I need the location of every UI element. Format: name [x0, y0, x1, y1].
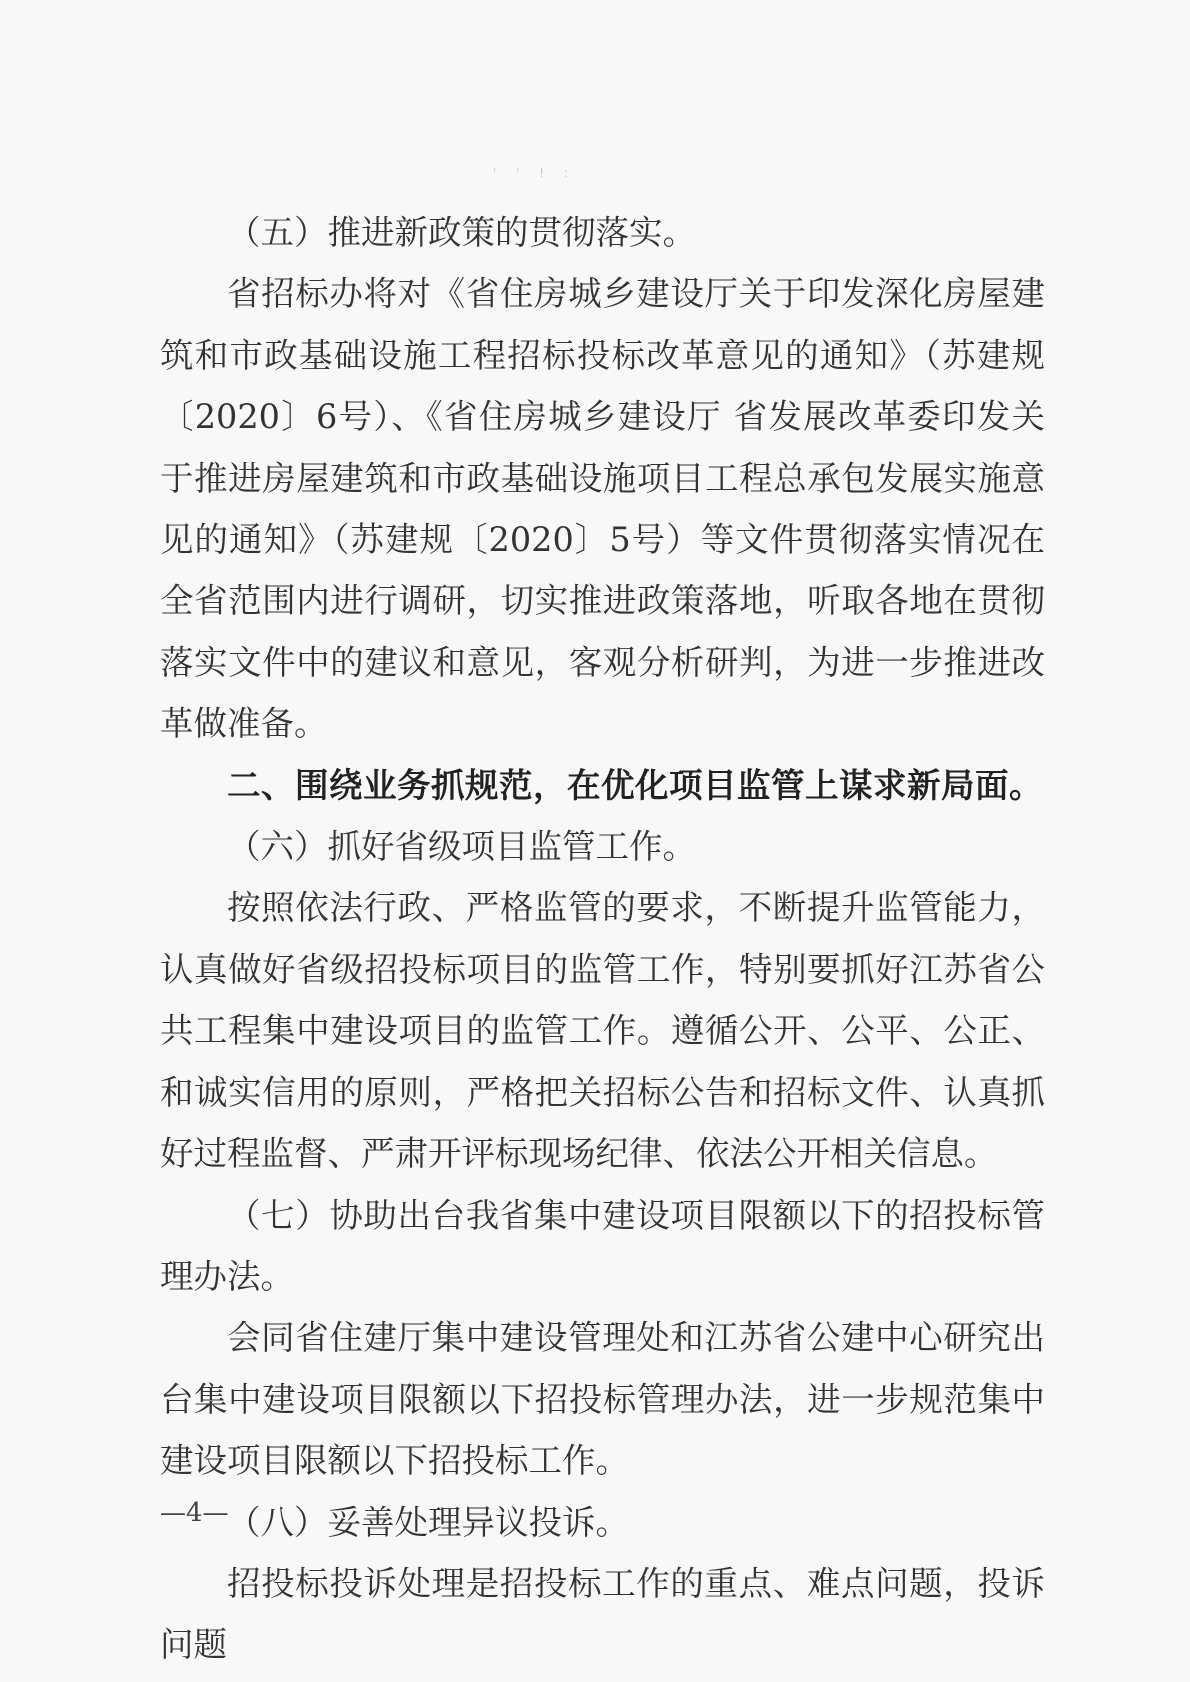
heading-8: （八）妥善处理异议投诉。 [227, 1502, 629, 1542]
paragraph-provincial-supervision: 按照依法行政、严格监管的要求，不断提升监管能力，认真做好省级招投标项目的监管工作，特别要抓好江苏省公共工程集中建设项目的监管工作。遵循公开、公平、公正、和诚实信用的原则，严格把关招标公告和招标文件、认真抓好过程监督、严肃开评标现场纪律、依法公开相关信息。 [160, 888, 1045, 1174]
paragraph-policy-implementation: 省招标办将对《省住房城乡建设厅关于印发深化房屋建筑和市政基础设施工程招标投标改革意见的通知》（苏建规〔2020〕6号）、《省住房城乡建设厅 省发展改革委印发关于推进房屋建筑和市政基础设施项目工程总承包发展实施意见的通知》（苏建规〔2020〕5号）等文件贯彻落实情况在全省范围内进行调研，切实推进政策落地，听取各地在贯彻落实文件中的建议和意见，客观分析研判，为进一步推进改革做准备。 [160, 274, 1045, 744]
section-title-2: 二、围绕业务抓规范，在优化项目监管上谋求新局面。 [227, 765, 1043, 805]
paragraph-centralized-projects: 会同省住建厅集中建设管理处和江苏省公建中心研究出台集中建设项目限额以下招投标管理办法，进一步规范集中建设项目限额以下招投标工作。 [160, 1318, 1045, 1481]
page-number: —4— [160, 1498, 229, 1528]
scan-mark: ' ' ! : [493, 166, 576, 180]
paragraph-complaint-handling: 招投标投诉处理是招投标工作的重点、难点问题，投诉问题 [160, 1563, 1045, 1665]
heading-5: （五）推进新政策的贯彻落实。 [227, 213, 696, 252]
heading-6: （六）抓好省级项目监管工作。 [227, 827, 696, 867]
heading-7: （七）协助出台我省集中建设项目限额以下的招投标管理办法。 [160, 1195, 1045, 1296]
document-body [160, 202, 1045, 1676]
